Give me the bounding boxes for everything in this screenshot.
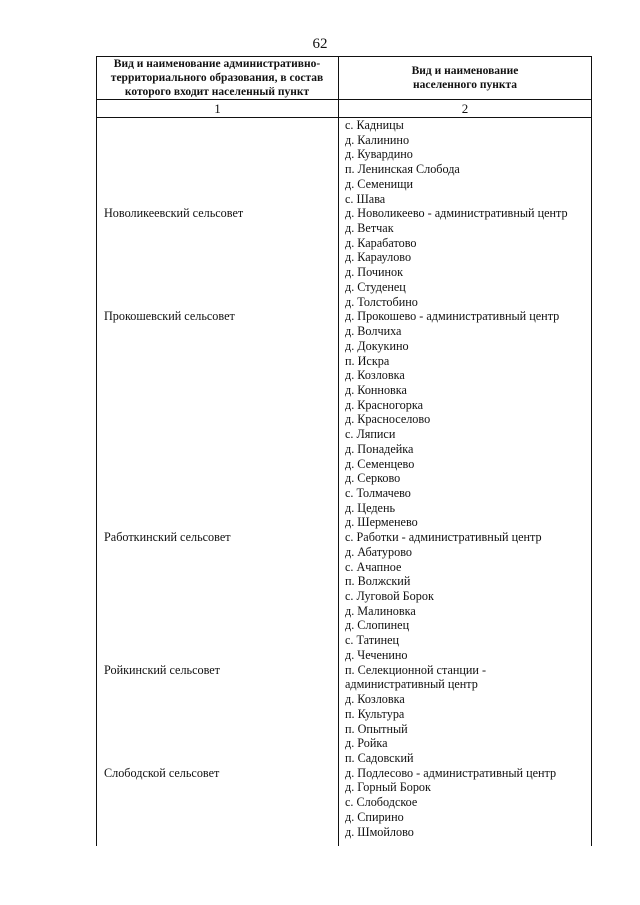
settlement-item: п. Опытный — [345, 721, 408, 736]
admin-unit-item: Новоликеевский сельсовет — [104, 206, 244, 221]
settlement-item: д. Слопинец — [345, 618, 410, 633]
settlement-item: д. Шерменево — [345, 515, 418, 530]
settlement-item: д. Красноселово — [345, 412, 431, 427]
settlement-item: д. Козловка — [345, 368, 405, 383]
settlement-item: д. Козловка — [345, 692, 405, 707]
settlement-item: д. Конновка — [345, 382, 407, 397]
settlement-item: п. Садовский — [345, 750, 414, 765]
settlement-item: д. Ветчак — [345, 221, 394, 236]
settlement-item: д. Понадейка — [345, 441, 414, 456]
settlement-item: д. Волчиха — [345, 324, 402, 339]
table-right-border — [591, 56, 592, 846]
settlement-item: с. Кадницы — [345, 118, 404, 132]
settlement-item: п. Ленинская Слобода — [345, 162, 460, 177]
settlement-item: д. Абатурово — [345, 544, 412, 559]
settlement-item: с. Слободское — [345, 795, 418, 810]
column-number-2: 2 — [461, 100, 469, 116]
settlement-item: п. Искра — [345, 353, 390, 368]
settlement-item: с. Ачапное — [345, 559, 402, 574]
settlement-item: административный центр — [345, 677, 478, 692]
settlement-item: с. Ляписи — [345, 427, 396, 442]
settlement-item: д. Горный Борок — [345, 780, 431, 795]
admin-unit-item: Прокошевский сельсовет — [104, 309, 235, 324]
column-number-1: 1 — [214, 100, 221, 116]
settlement-item: д. Малиновка — [345, 603, 416, 618]
settlement-item: с. Шава — [345, 191, 386, 206]
settlement-item: д. Студенец — [345, 279, 406, 294]
settlement-item: д. Кувардино — [345, 147, 413, 162]
settlement-item: с. Толмачево — [345, 486, 411, 500]
settlement-item: д. Починок — [345, 265, 404, 280]
admin-unit-item: Ройкинский сельсовет — [104, 662, 221, 677]
settlement-item: д. Шмойлово — [345, 824, 414, 839]
settlement-item: д. Прокошево - административный центр — [345, 309, 560, 324]
settlement-item: д. Караулово — [345, 250, 412, 265]
column-number-bottom-border — [96, 117, 592, 118]
settlement-item: п. Волжский — [345, 574, 411, 589]
admin-unit-item: Работкинский сельсовет — [104, 530, 231, 545]
settlement-item: д. Подлесово - административный центр — [345, 765, 557, 780]
settlement-item: д. Серково — [345, 471, 401, 486]
settlement-item: д. Калинино — [345, 132, 410, 147]
settlement-item: д. Новоликеево - административный центр — [345, 206, 568, 221]
settlement-item: д. Докукино — [345, 338, 409, 353]
settlement-item: с. Луговой Борок — [345, 589, 434, 604]
settlement-item: д. Семенцево — [345, 456, 415, 471]
settlement-item: д. Спирино — [345, 809, 404, 824]
settlement-item: д. Толстобино — [345, 294, 418, 309]
table-left-border — [96, 56, 97, 846]
settlement-item: п. Культура — [345, 706, 405, 721]
settlement-item: с. Работки - административный центр — [345, 530, 542, 545]
page-number: 62 — [312, 36, 328, 52]
settlement-item: д. Карабатово — [345, 235, 417, 250]
settlement-item: д. Красногорка — [345, 397, 423, 412]
column-divider — [338, 56, 339, 846]
settlement-item: д. Семенищи — [345, 176, 414, 191]
header-admin-unit: Вид и наименование административно-территориального образования, в состав которого входит населенный пункт — [110, 58, 324, 98]
settlement-item: д. Цедень — [345, 500, 396, 515]
settlement-item: п. Селекционной станции - — [345, 662, 487, 677]
header-settlement: Вид и наименование населенного пункта — [411, 65, 519, 91]
settlement-item: д. Ройка — [345, 736, 388, 751]
settlement-item: д. Чеченино — [345, 647, 408, 662]
settlement-item: с. Татинец — [345, 633, 400, 648]
admin-unit-item: Слободской сельсовет — [104, 765, 220, 780]
